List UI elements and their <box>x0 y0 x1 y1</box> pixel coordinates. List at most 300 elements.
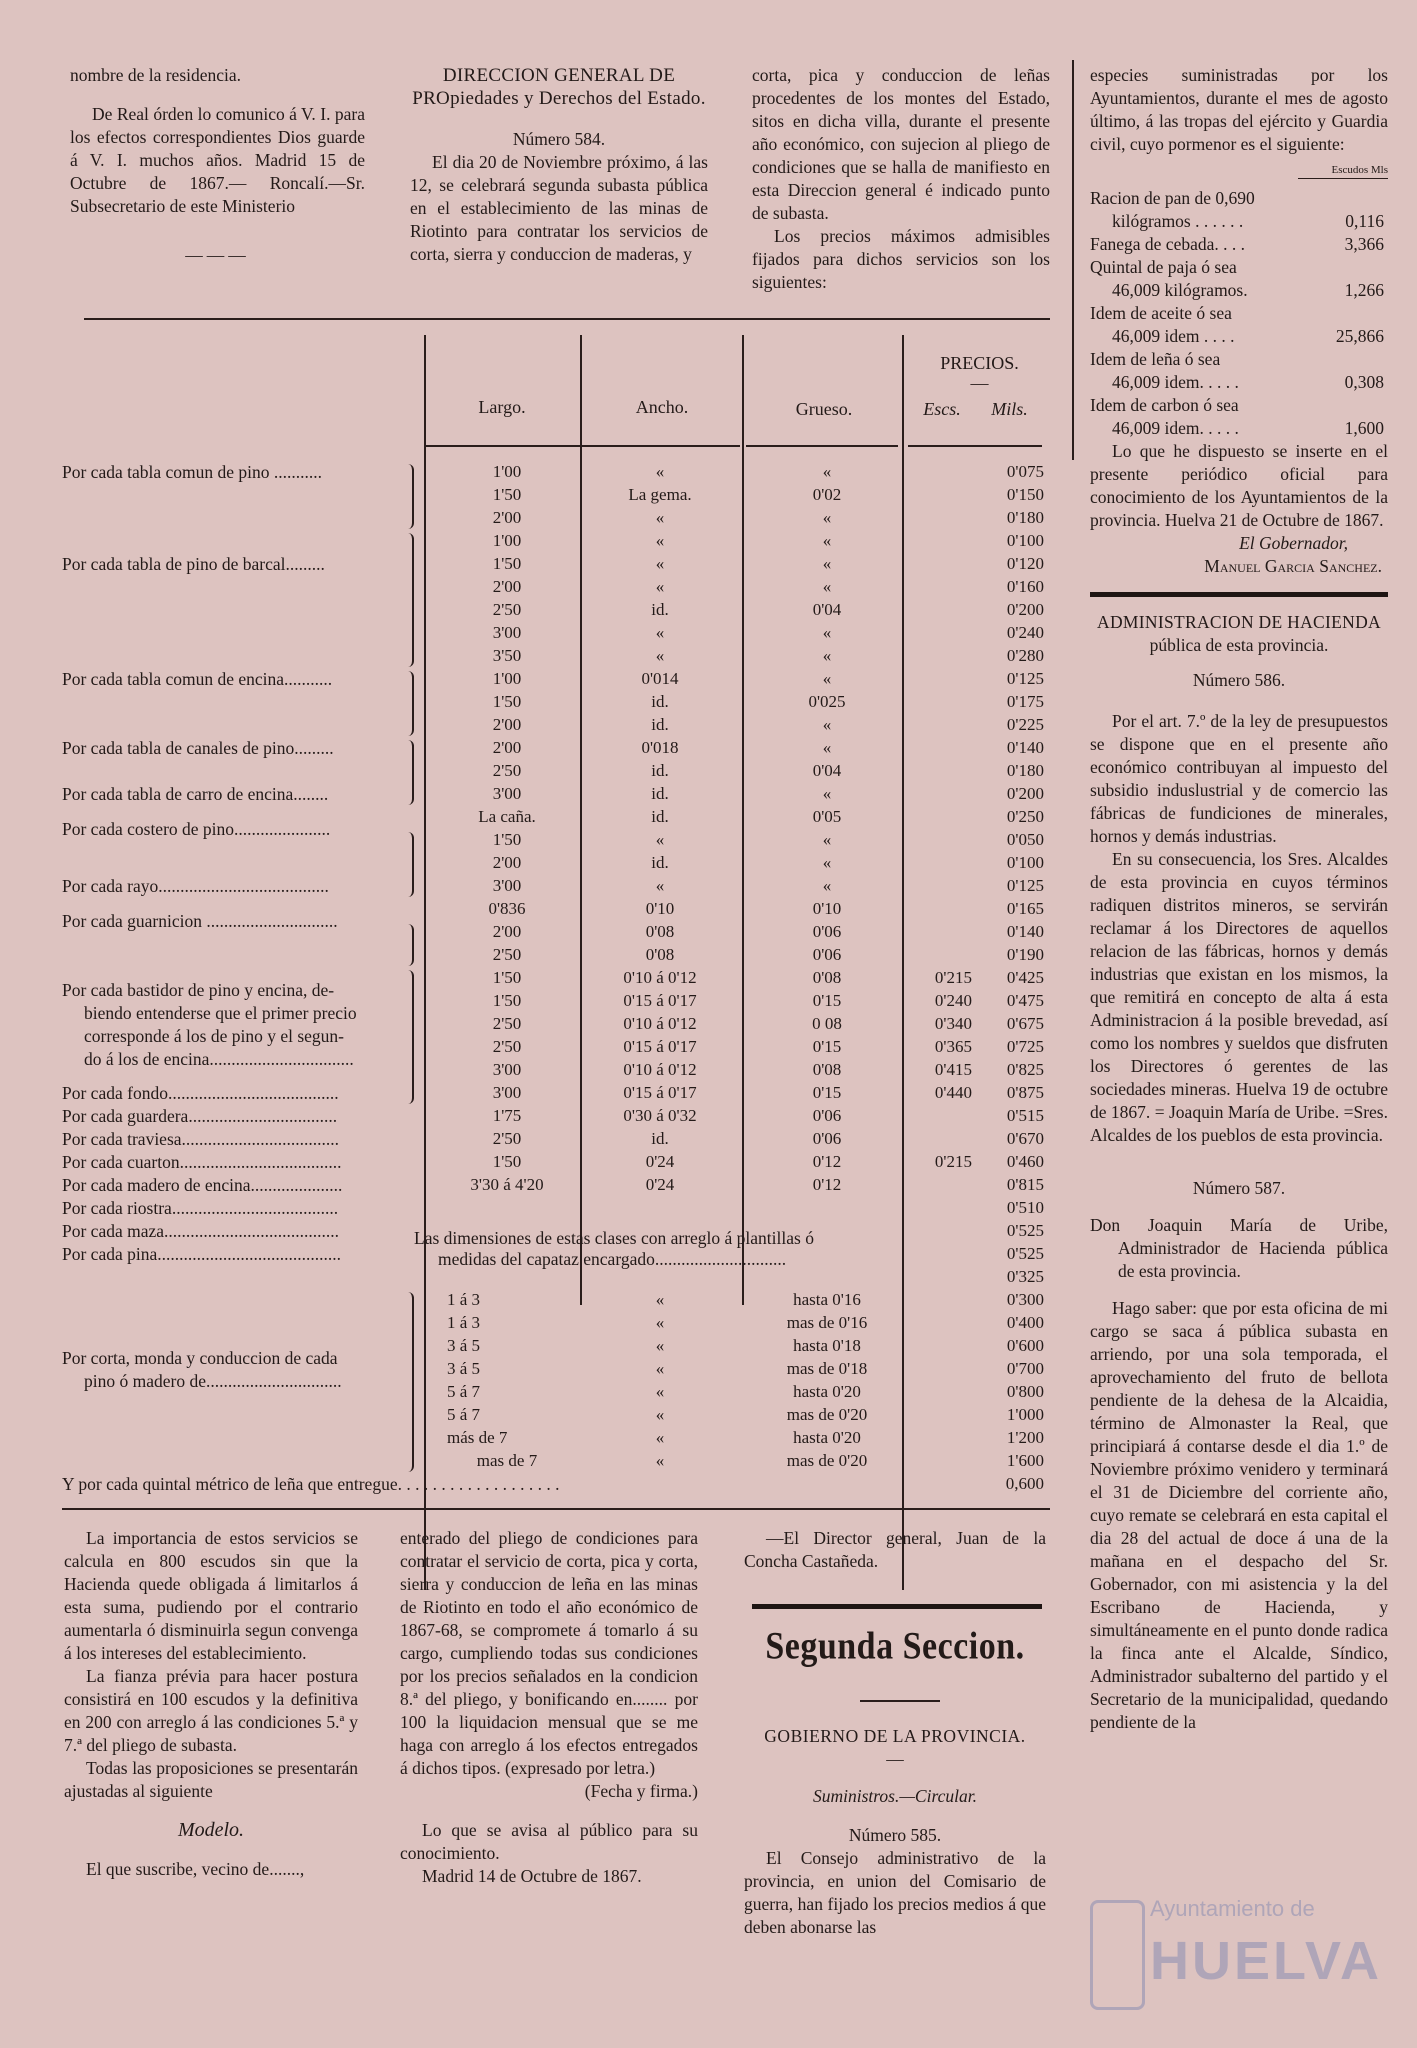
header-rule-grueso <box>746 445 898 447</box>
numero-584: Número 584. <box>512 129 606 149</box>
cell-grueso: hasta 0'20 <box>793 1382 861 1401</box>
suministros-heading: Suministros.—Circular. <box>812 1786 977 1806</box>
cell-largo: 2'00 <box>492 738 522 757</box>
table-bottom-rule <box>62 1508 1050 1510</box>
row-label: Por cada tabla comun de encina........... <box>62 669 333 689</box>
paragraph-enterado: enterado del pliego de condiciones para contratar el servicio de corta, pica y corta, sierra y conduccion de leña en las minas de Riotinto en todo el año económico de 1867-68, se compromete á tomarlo á su cargo, cumpliendo todas sus condiciones por los precios señalados en la condicion 8.ª del pliego, y bonificando en........ por 100 la liquidacion mensual que se me haga con arreglo á los efectos entregados á dichos tipos. (expresado por letra.) <box>400 1528 698 1778</box>
watermark-line-1: Ayuntamiento de <box>1150 1896 1315 1921</box>
paragraph-importancia: La importancia de estos servicios se calcula en 800 escudos sin que la Hacienda quede obligada á limitarlos á esta suma, pudiendo por el contrario aumentarla ó disminuirla segun convenga á los intereses del establecimiento. <box>64 1528 358 1663</box>
cell-grueso: 0'06 <box>812 922 842 941</box>
cell-largo: 2'00 <box>492 577 522 596</box>
cell-grueso: « <box>822 830 832 849</box>
cell-grueso: mas de 0'20 <box>786 1451 868 1470</box>
group-brace <box>408 970 414 1104</box>
header-largo: Largo. <box>478 397 526 417</box>
cell-largo: 1'75 <box>492 1106 522 1125</box>
signature-name: Manuel Garcia Sanchez. <box>1204 556 1382 576</box>
cell-milesimas: 0'140 <box>1006 738 1044 757</box>
cell-grueso: mas de 0'18 <box>786 1359 868 1378</box>
gobierno-heading: GOBIERNO DE LA PROVINCIA. <box>764 1726 1026 1746</box>
header-rule-ancho <box>584 445 740 447</box>
group-brace <box>408 740 414 805</box>
fecha-firma: (Fecha y firma.) <box>584 1781 698 1801</box>
paragraph-hago-saber: Hago saber: que por esta oficina de mi cargo se saca á pública subasta en arriendo, por una sola temporada, el aprovechamiento del fruto de bellota pendiente de la dehesa de la Alcaidia, término de Almonaster la Real, que principiará á contarse desde el dia 1.º de Noviembre próximo venidero y terminará el 31 de Diciembre del corriente año, cuyo remate se celebrará en esta capital el dia 28 del actual de doce á una de la mañana en el despacho del Sr. Gobernador, con mi asistencia y la del Escribano de Hacienda, y simultáneamente en el punto donde radica la finca ante el Alcalde, Síndico, Administrador subalterno del partido y el Secretario de la municipalidad, quedando pendiente de la <box>1090 1298 1388 1732</box>
cell-ancho: 0'10 á 0'12 <box>623 1014 697 1033</box>
supply-item-price: 0,308 <box>1344 372 1384 392</box>
table-row <box>62 1405 1047 1428</box>
cell-ancho: 0'018 <box>641 738 679 757</box>
cell-milesimas: 0'100 <box>1006 853 1044 872</box>
table-row <box>62 1267 1047 1290</box>
cell-grueso: mas de 0'20 <box>786 1405 868 1424</box>
cell-milesimas: 0'175 <box>1006 692 1044 711</box>
row-label: Por cada maza........................................ <box>62 1221 340 1241</box>
cell-milesimas: 0'675 <box>1006 1014 1044 1033</box>
cell-largo: 1'50 <box>492 830 522 849</box>
cell-grueso: « <box>822 669 832 688</box>
row-label: Por cada bastidor de pino y encina, de- <box>62 979 335 1000</box>
group-brace <box>408 464 414 529</box>
cell-largo: 3'00 <box>492 1083 522 1102</box>
cell-grueso: « <box>822 577 832 596</box>
huelva-shield-icon <box>1090 1900 1145 2010</box>
cell-largo: 2'50 <box>492 945 522 964</box>
cell-ancho: 0'10 á 0'12 <box>623 1060 697 1079</box>
cell-largo: 3'30 á 4'20 <box>470 1175 544 1194</box>
cell-ancho: 0'10 á 0'12 <box>623 968 697 987</box>
row-label: Por cada pina.......................................... <box>62 1244 341 1264</box>
cell-milesimas: 0'120 <box>1006 554 1044 573</box>
paragraph-madrid-fecha: Madrid 14 de Octubre de 1867. <box>422 1866 642 1886</box>
row-label: Por cada guardera.................................. <box>62 1106 338 1126</box>
cell-milesimas: 0'670 <box>1006 1129 1044 1148</box>
cell-milesimas: 0'190 <box>1006 945 1044 964</box>
cell-ancho: « <box>655 577 665 596</box>
cell-ancho: id. <box>651 853 669 872</box>
cell-milesimas: 1'200 <box>1006 1428 1044 1447</box>
cell-largo: 1 á 3 <box>447 1313 481 1332</box>
column-2-bottom <box>400 1527 698 1888</box>
cell-milesimas: 0'280 <box>1006 646 1044 665</box>
cell-ancho: « <box>655 1336 665 1355</box>
row-label: Por cada tabla comun de pino ........... <box>62 462 323 482</box>
cell-milesimas: 0'050 <box>1006 830 1044 849</box>
cell-ancho: « <box>655 1290 665 1309</box>
cell-largo: 2'50 <box>492 1014 522 1033</box>
cell-grueso: 0'12 <box>812 1152 842 1171</box>
cell-largo: 1'50 <box>492 991 522 1010</box>
column-1-bottom <box>64 1527 358 1881</box>
cell-largo: 1'50 <box>492 692 522 711</box>
cell-grueso: « <box>822 508 832 527</box>
cell-largo: 3'50 <box>492 646 522 665</box>
cell-largo: más de 7 <box>447 1428 508 1447</box>
cell-ancho: 0'08 <box>645 945 675 964</box>
paragraph-consejo: El Consejo administrativo de la provincia, en union del Comisario de guerra, han fijado los precios medios á que deben abonarse las <box>744 1848 1046 1937</box>
table-row <box>62 508 1047 531</box>
cell-ancho: id. <box>651 807 669 826</box>
cell-ancho: « <box>655 1382 665 1401</box>
seccion-top-rule <box>752 1604 1042 1609</box>
heading-administracion: ADMINISTRACION DE HACIENDA <box>1097 612 1381 632</box>
supply-item-detail: 46,009 kilógramos. <box>1112 280 1248 300</box>
numero-587: Número 587. <box>1192 1178 1286 1198</box>
cell-ancho: « <box>655 508 665 527</box>
cell-milesimas: 0,600 <box>1005 1474 1044 1493</box>
row-label: Por cada madero de encina..................... <box>62 1175 343 1195</box>
supply-item-label: Fanega de cebada. . . . <box>1090 234 1245 254</box>
header-precios: PRECIOS. <box>940 353 1019 373</box>
cell-milesimas: 0'525 <box>1006 1221 1044 1240</box>
column-4-divider <box>1072 60 1074 460</box>
paragraph-suscribe: El que suscribe, vecino de......., <box>86 1859 305 1879</box>
paragraph-precios-maximos: Los precios máximos admisibles fijados para dichos servicios son los siguientes: <box>752 226 1050 292</box>
separator: ——— <box>185 245 250 265</box>
cell-milesimas: 0'725 <box>1006 1037 1044 1056</box>
cell-grueso: 0'08 <box>812 1060 842 1079</box>
supply-item-label: Racion de pan de 0,690 <box>1090 188 1255 208</box>
cell-largo: 2'50 <box>492 600 522 619</box>
cell-ancho: « <box>655 462 665 481</box>
cell-largo: mas de 7 <box>476 1451 538 1470</box>
cell-ancho: « <box>655 623 665 642</box>
group-brace <box>408 924 414 966</box>
table-row <box>62 1290 1047 1313</box>
cell-largo: 2'00 <box>492 853 522 872</box>
paragraph-proposiciones: Todas las proposiciones se presentarán ajustadas al siguiente <box>64 1758 358 1801</box>
cell-largo: La caña. <box>478 807 536 826</box>
cell-milesimas: 0'800 <box>1006 1382 1044 1401</box>
cell-largo: 2'50 <box>492 1129 522 1148</box>
cell-grueso: « <box>822 784 832 803</box>
table-row <box>62 485 1047 508</box>
header-rule-precios <box>908 445 1042 447</box>
cell-escudos: 0'365 <box>934 1037 972 1056</box>
cell-largo: 3'00 <box>492 784 522 803</box>
row-label: Por cada rayo....................................... <box>62 876 329 896</box>
cell-grueso: 0'15 <box>812 1037 842 1056</box>
cell-milesimas: 1'000 <box>1006 1405 1044 1424</box>
supply-item <box>1090 233 1388 256</box>
cell-milesimas: 0'700 <box>1006 1359 1044 1378</box>
signature-title: El Gobernador, <box>1239 533 1348 553</box>
cell-ancho: « <box>655 1451 665 1470</box>
cell-largo: 1'50 <box>492 485 522 504</box>
supply-item-detail: kilógramos . . . . . . <box>1112 211 1244 231</box>
cell-grueso: 0'06 <box>812 1106 842 1125</box>
gobierno-dash: — <box>886 1749 904 1769</box>
cell-ancho: « <box>655 1405 665 1424</box>
cell-milesimas: 0'160 <box>1006 577 1044 596</box>
cell-milesimas: 0'140 <box>1006 922 1044 941</box>
cell-largo: 5 á 7 <box>447 1382 481 1401</box>
group-brace <box>408 533 414 667</box>
header-ancho: Ancho. <box>635 397 689 417</box>
supply-item <box>1090 187 1388 233</box>
cell-grueso: hasta 0'18 <box>793 1336 861 1355</box>
cell-largo: 3'00 <box>492 876 522 895</box>
cell-grueso: 0'025 <box>808 692 846 711</box>
numero-585: Número 585. <box>848 1825 942 1845</box>
supply-item-price: 1,266 <box>1344 280 1384 300</box>
paragraph-dispuesto: Lo que he dispuesto se inserte en el presente periódico oficial para conocimiento de los Ayuntamientos de la provincia. Huelva 21 de Octubre de 1867. <box>1090 441 1388 530</box>
column-3-top <box>752 64 1050 294</box>
supply-item-detail: 46,009 idem. . . . . <box>1112 418 1239 438</box>
paragraph-director-general: —El Director general, Juan de la Concha Castañeda. <box>744 1528 1046 1571</box>
header-escudos: Escs. <box>923 399 961 419</box>
cell-milesimas: 0'240 <box>1006 623 1044 642</box>
cell-grueso: « <box>822 876 832 895</box>
paragraph-real-orden: De Real órden lo comunico á V. I. para los efectos correspondientes Dios guarde á V. I. muchos años. Madrid 15 de Octubre de 1867.— Roncalí.—Sr. Subsecretario de este Ministerio <box>70 104 365 216</box>
header-grueso: Grueso. <box>795 399 853 419</box>
cell-largo: 2'00 <box>492 715 522 734</box>
cell-escudos: 0'415 <box>934 1060 972 1079</box>
cell-ancho: 0'15 á 0'17 <box>623 991 697 1010</box>
header-precios-dash: — <box>970 373 989 393</box>
cell-milesimas: 0'200 <box>1006 784 1044 803</box>
header-milesimas: Mils. <box>991 399 1028 419</box>
segunda-seccion-block <box>744 1625 1046 1668</box>
cell-ancho: 0'08 <box>645 922 675 941</box>
row-label: do á los de encina................................. <box>84 1048 354 1069</box>
cell-milesimas: 0'180 <box>1006 508 1044 527</box>
cell-largo: 5 á 7 <box>447 1405 481 1424</box>
row-label: Por cada costero de pino...................... <box>62 818 331 839</box>
cell-milesimas: 0'250 <box>1006 807 1044 826</box>
group-brace <box>408 671 414 736</box>
cell-largo: 2'00 <box>492 922 522 941</box>
row-label: Por cada fondo....................................... <box>62 1083 339 1103</box>
cell-milesimas: 0'100 <box>1006 531 1044 550</box>
cell-milesimas: 0'225 <box>1006 715 1044 734</box>
watermark-line-2: HUELVA <box>1150 1931 1382 1991</box>
supply-item <box>1090 394 1388 440</box>
cell-largo: 1'50 <box>492 554 522 573</box>
supply-item-label: Idem de leña ó sea <box>1090 349 1221 369</box>
cell-largo: 2'50 <box>492 1037 522 1056</box>
cell-grueso: « <box>822 646 832 665</box>
row-label: Por cada tabla de carro de encina........ <box>62 784 329 804</box>
cell-grueso: « <box>822 531 832 550</box>
seccion-short-rule <box>860 1700 940 1702</box>
dimensions-note <box>414 1228 914 1270</box>
cell-largo: 2'00 <box>492 508 522 527</box>
cell-largo: 1'50 <box>492 1152 522 1171</box>
supply-item <box>1090 302 1388 348</box>
column-4 <box>1090 64 1388 1734</box>
cell-milesimas: 0'600 <box>1006 1336 1044 1355</box>
heading-administracion-sub: pública de esta provincia. <box>1149 635 1329 655</box>
cell-largo: 3 á 5 <box>447 1359 481 1378</box>
group-brace <box>408 832 414 897</box>
supply-item <box>1090 348 1388 394</box>
table-row <box>62 646 1047 669</box>
paragraph-se-avisa: Lo que se avisa al público para su conocimiento. <box>400 1820 698 1863</box>
cell-milesimas: 0'400 <box>1006 1313 1044 1332</box>
segunda-seccion-title: Segunda Seccion. <box>765 1625 1025 1668</box>
cell-escudos: 0'215 <box>934 1152 972 1171</box>
cell-grueso: « <box>822 462 832 481</box>
numero-586: Número 586. <box>1192 670 1286 690</box>
cell-grueso: « <box>822 623 832 642</box>
cell-grueso: hasta 0'16 <box>793 1290 861 1309</box>
table-row <box>62 577 1047 600</box>
cell-ancho: « <box>655 1313 665 1332</box>
cell-grueso: « <box>822 853 832 872</box>
hacienda-top-rule <box>1090 592 1388 597</box>
cell-largo: 1'00 <box>492 669 522 688</box>
cell-grueso: 0'02 <box>812 485 842 504</box>
row-label: Por cada tabla de pino de barcal......... <box>62 554 325 574</box>
cell-milesimas: 0'075 <box>1006 462 1044 481</box>
dimensions-note-line-1: Las dimensiones de estas clases con arreglo á plantillas ó <box>414 1228 814 1248</box>
group-brace <box>408 1292 414 1472</box>
cell-milesimas: 0'875 <box>1006 1083 1044 1102</box>
header-rule-largo <box>424 445 584 447</box>
cell-grueso: 0'06 <box>812 945 842 964</box>
cell-ancho: id. <box>651 761 669 780</box>
table-row <box>62 600 1047 623</box>
cell-ancho: « <box>655 646 665 665</box>
cell-escudos: 0'440 <box>934 1083 972 1102</box>
table-row <box>62 623 1047 646</box>
row-label: Y por cada quintal métrico de leña que entregue. . . . . . . . . . . . . . . . . . . <box>62 1474 560 1494</box>
cell-milesimas: 0'125 <box>1006 669 1044 688</box>
paragraph-especies: especies suministradas por los Ayuntamientos, durante el mes de agosto último, á las tropas del ejército y Guardia civil, cuyo pormenor es el siguiente: <box>1090 65 1388 154</box>
cell-grueso: 0'08 <box>812 968 842 987</box>
cell-milesimas: 0'180 <box>1006 761 1044 780</box>
cell-ancho: « <box>655 1428 665 1447</box>
cell-milesimas: 0'825 <box>1006 1060 1044 1079</box>
cell-grueso: 0'15 <box>812 1083 842 1102</box>
cell-milesimas: 0'200 <box>1006 600 1044 619</box>
table-row <box>62 692 1047 715</box>
dimensions-note-line-2: medidas del capataz encargado.............................. <box>438 1249 787 1269</box>
cell-ancho: id. <box>651 692 669 711</box>
cell-escudos: 0'240 <box>934 991 972 1010</box>
paragraph-residencia: nombre de la residencia. <box>70 65 242 85</box>
supplies-list <box>1090 187 1388 440</box>
cell-escudos: 0'215 <box>934 968 972 987</box>
supply-item-label: Quintal de paja ó sea <box>1090 257 1237 277</box>
cell-largo: 0'836 <box>488 899 526 918</box>
cell-milesimas: 0'125 <box>1006 876 1044 895</box>
cell-milesimas: 0'460 <box>1006 1152 1044 1171</box>
table-row <box>62 761 1047 784</box>
table-row <box>62 853 1047 876</box>
cell-milesimas: 0'300 <box>1006 1290 1044 1309</box>
cell-grueso: 0 08 <box>812 1014 842 1033</box>
cell-milesimas: 0'325 <box>1006 1267 1044 1286</box>
cell-grueso: « <box>822 554 832 573</box>
cell-largo: 1'00 <box>492 462 522 481</box>
cell-ancho: id. <box>651 600 669 619</box>
table-row <box>62 945 1047 968</box>
cell-grueso: « <box>822 738 832 757</box>
cell-ancho: 0'15 á 0'17 <box>623 1037 697 1056</box>
cell-ancho: 0'24 <box>645 1152 675 1171</box>
cell-milesimas: 0'815 <box>1006 1175 1044 1194</box>
cell-ancho: « <box>655 830 665 849</box>
modelo-heading: Modelo. <box>177 1819 245 1841</box>
supply-item-price: 3,366 <box>1344 234 1384 254</box>
escudos-header: Escudos Mls <box>1331 164 1388 176</box>
cell-escudos: 0'340 <box>934 1014 972 1033</box>
supply-item <box>1090 256 1388 302</box>
paragraph-fianza: La fianza prévia para hacer postura consistirá en 100 escudos y la definitiva en 200 con arreglo á las condiciones 5.ª y 7.ª del pliego de subasta. <box>64 1666 358 1755</box>
paragraph-consecuencia: En su consecuencia, los Sres. Alcaldes de esta provincia en cuyos términos radiquen distritos mineros, se servirán reclamar á los Directores de aquellos relacion de las fábricas, hornos y demás industrias que existan en los mismos, la que remitirá en concepto de alta á esta Administracion á la posible brevedad, así como los nombres y sueldos que disfruten los Directores ó gerentes de las sociedades mineras. Huelva 19 de octubre de 1867. = Joaquin María de Uribe. =Sres. Alcaldes de los pueblos de esta provincia. <box>1090 849 1388 1145</box>
cell-largo: 1 á 3 <box>447 1290 481 1309</box>
row-label: pino ó madero de............................... <box>84 1370 342 1391</box>
cell-ancho: « <box>655 876 665 895</box>
cell-milesimas: 0'425 <box>1006 968 1044 987</box>
cell-ancho: 0'014 <box>641 669 679 688</box>
cell-ancho: La gema. <box>628 485 692 504</box>
cell-ancho: 0'30 á 0'32 <box>623 1106 697 1125</box>
huelva-watermark <box>1090 1890 1410 2030</box>
cell-milesimas: 0'515 <box>1006 1106 1044 1125</box>
supply-item-price: 25,866 <box>1335 326 1384 346</box>
cell-grueso: 0'06 <box>812 1129 842 1148</box>
row-label: Por cada tabla de canales de pino......... <box>62 738 334 758</box>
supply-item-label: Idem de aceite ó sea <box>1090 303 1232 323</box>
table-row <box>62 531 1047 554</box>
cell-largo: 3'00 <box>492 1060 522 1079</box>
cell-ancho: « <box>655 531 665 550</box>
row-label: Por cada traviesa.................................... <box>62 1129 340 1149</box>
cell-largo: 2'50 <box>492 761 522 780</box>
column-3-bottom <box>744 1527 1046 1573</box>
escudos-rule <box>1298 178 1388 179</box>
cell-grueso: hasta 0'20 <box>793 1428 861 1447</box>
gobierno-block <box>744 1725 1046 1939</box>
heading-direccion-general: DIRECCION GENERAL DE PROpiedades y Derechos del Estado. <box>412 65 706 109</box>
cell-grueso: 0'15 <box>812 991 842 1010</box>
cell-grueso: mas de 0'16 <box>786 1313 868 1332</box>
table-row <box>62 1313 1047 1336</box>
cell-ancho: id. <box>651 784 669 803</box>
cell-grueso: 0'04 <box>812 761 842 780</box>
cell-largo: 1'00 <box>492 531 522 550</box>
cell-milesimas: 0'525 <box>1006 1244 1044 1263</box>
paragraph-corta-pica: corta, pica y conduccion de leñas procedentes de los montes del Estado, sitos en dicha villa, durante el presente año económico, con sujecion al pliego de condiciones que se halla de manifiesto en esta Direccion general é indicado punto de subasta. <box>752 65 1050 223</box>
table-row <box>62 1451 1047 1474</box>
supply-item-detail: 46,009 idem . . . . <box>1112 326 1235 346</box>
cell-milesimas: 0'150 <box>1006 485 1044 504</box>
cell-milesimas: 0'475 <box>1006 991 1044 1010</box>
supply-item-price: 0,116 <box>1345 211 1384 231</box>
row-label: corresponde á los de pino y el segun- <box>84 1025 344 1046</box>
table-row <box>62 715 1047 738</box>
cell-largo: 3 á 5 <box>447 1336 481 1355</box>
cell-ancho: id. <box>651 1129 669 1148</box>
row-label: Por corta, monda y conduccion de cada <box>62 1347 338 1368</box>
paragraph-subasta: El dia 20 de Noviembre próximo, á las 12, se celebrará segunda subasta pública en el establecimiento de las minas de Riotinto para contratar los servicios de corta, sierra y conduccion de maderas, y <box>410 152 708 264</box>
cell-grueso: 0'04 <box>812 600 842 619</box>
cell-ancho: 0'15 á 0'17 <box>623 1083 697 1102</box>
cell-grueso: 0'05 <box>812 807 842 826</box>
supply-item-detail: 46,009 idem. . . . . <box>1112 372 1239 392</box>
supply-item-price: 1,600 <box>1344 418 1384 438</box>
cell-grueso: 0'10 <box>812 899 842 918</box>
table-top-rule <box>84 318 1050 320</box>
cell-milesimas: 1'600 <box>1006 1451 1044 1470</box>
row-label: Por cada riostra...................................... <box>62 1198 339 1218</box>
cell-grueso: « <box>822 715 832 734</box>
cell-largo: 3'00 <box>492 623 522 642</box>
supply-item-label: Idem de carbon ó sea <box>1090 395 1239 415</box>
cell-milesimas: 0'510 <box>1006 1198 1044 1217</box>
